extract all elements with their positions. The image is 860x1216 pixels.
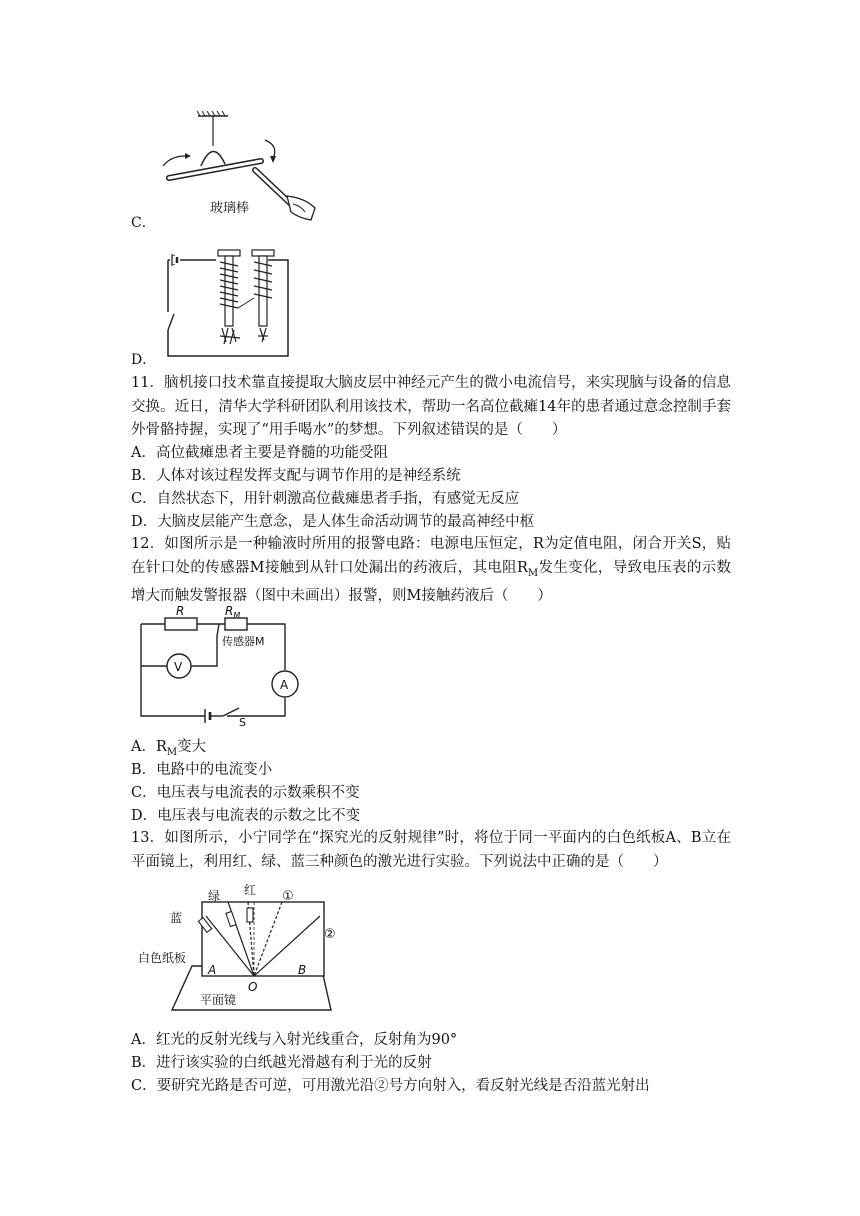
point-o-label: O <box>248 980 258 994</box>
switch-s-label: S <box>239 716 246 728</box>
q10-figure-c-glass-rod <box>155 108 330 226</box>
green-laser-label: 绿 <box>208 889 221 903</box>
question-12-option-b: B．电路中的电流变小 <box>131 762 273 778</box>
question-12-stem <box>131 533 731 608</box>
board-a-label: A <box>208 963 217 977</box>
question-11 <box>131 372 731 443</box>
switch-s-symbol <box>223 708 239 716</box>
question-13-option-c: C．要研究光路是否可逆，可用激光沿②号方向射入，看反射光线是否沿蓝光射出 <box>131 1078 650 1094</box>
question-13-stem: 13．如图所示，小宁同学在“探究光的反射规律”时，将位于同一平面内的白色纸板A、B立在平面镜上，利用红、绿、蓝三种颜色的激光进行实验。下列说法中正确的是（ ） <box>131 830 731 870</box>
question-13-option-a: A．红光的反射光线与入射光线重合，反射角为90° <box>131 1032 458 1048</box>
q10-figure-d-electromagnets <box>160 248 295 363</box>
question-11-option-a: A．高位截瘫患者主要是脊髓的功能受阻 <box>131 445 388 461</box>
question-12-option-a-text2: 变大 <box>177 739 207 755</box>
question-13-reflection-diagram <box>136 880 341 1020</box>
sensor-m-label: 传感器M <box>222 635 265 648</box>
blue-laser-label: 蓝 <box>170 911 183 925</box>
voltmeter-label: V <box>174 660 183 674</box>
question-13 <box>131 827 731 874</box>
question-12-circuit-diagram <box>135 606 305 728</box>
question-12-stem-part2: 发生变化，导致电压表的示数增大而触发警报器（图中未画出）报警，则M接触药液后（ ） <box>131 559 731 604</box>
red-laser-label: 红 <box>244 883 257 897</box>
resistor-r-label: R <box>176 606 185 618</box>
question-12-option-c: C．电压表与电流表的示数乘积不变 <box>131 785 360 801</box>
q10-figure-c-caption: 玻璃棒 <box>210 201 250 216</box>
question-11-option-c: C．自然状态下，用针刺激高位截瘫患者手指，有感觉无反应 <box>131 491 520 507</box>
question-12 <box>131 533 731 608</box>
ray-2-label: ② <box>324 927 336 942</box>
board-b-label: B <box>298 963 307 977</box>
ray-1-label: ① <box>282 889 294 904</box>
question-11-option-b: B．人体对该过程发挥支配与调节作用的是神经系统 <box>131 468 461 484</box>
q10-option-c-label: C． <box>131 215 156 231</box>
q10-option-d-label: D． <box>131 352 157 368</box>
white-board-label: 白色纸板 <box>138 951 187 965</box>
question-13-option-b: B．进行该实验的白纸越光滑越有利于光的反射 <box>131 1055 432 1071</box>
question-11-stem: 11．脑机接口技术靠直接提取大脑皮层中神经元产生的微小电流信号，来实现脑与设备的信息交换。近日，清华大学科研团队利用该技术，帮助一名高位截瘫14年的患者通过意念控制手套外骨骼持握，实现了“用手喝水”的梦想。下列叙述错误的是（ ） <box>131 375 731 438</box>
sensor-rm-label: $R_M$ <box>225 606 241 620</box>
question-12-stem-part1: 12．如图所示是一种输液时所用的报警电路：电源电压恒定，R为定值电阻，闭合开关S，贴在针口处的传感器M接触到从针口处漏出的药液后，其电阻R <box>131 536 731 576</box>
ammeter-label: A <box>280 678 289 692</box>
question-12-option-d: D．电压表与电流表的示数之比不变 <box>131 808 361 824</box>
question-12-option-a-text: A．R <box>131 739 167 755</box>
mirror-label: 平面镜 <box>200 993 237 1007</box>
question-11-option-d: D．大脑皮层能产生意念，是人体生命活动调节的最高神经中枢 <box>131 514 535 530</box>
question-12-option-a-subscript: M <box>166 746 178 758</box>
question-12-stem-subscript: M <box>527 567 539 579</box>
